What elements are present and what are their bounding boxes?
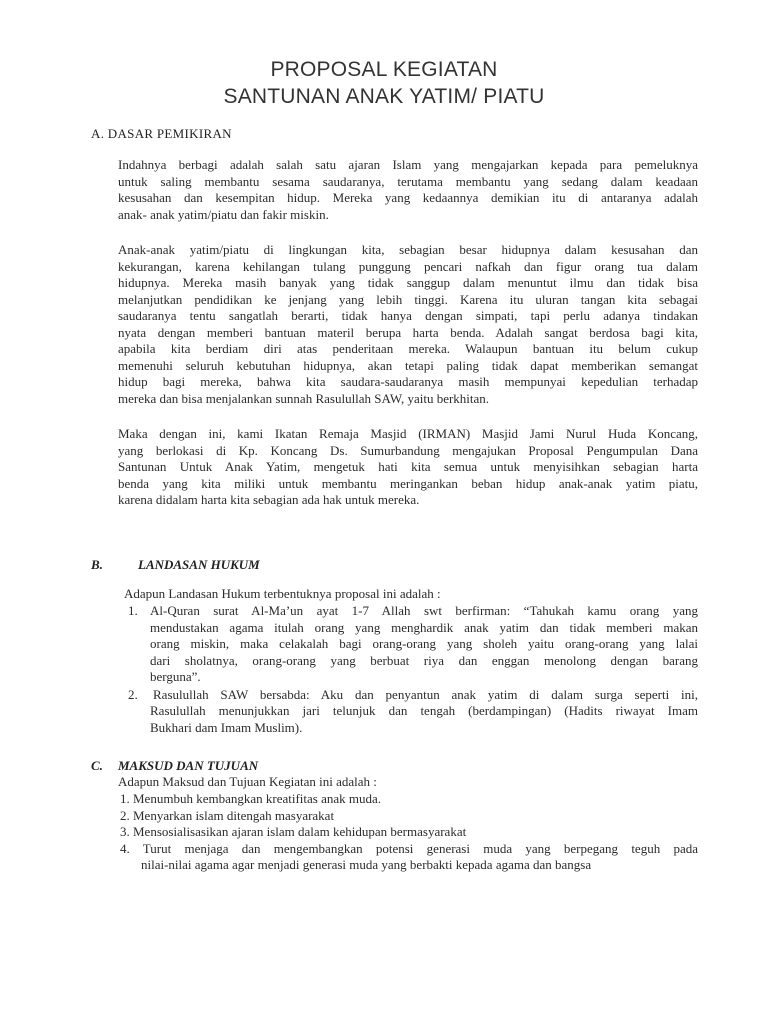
text-line: apabila kita berdiam diri atas penderitaan mereka. Walaupun bantuan itu belum cukup: [118, 341, 698, 356]
section-b-heading: [91, 556, 260, 573]
list-item-number: 2.: [128, 686, 138, 702]
section-b-list: [124, 603, 698, 736]
text-line: memenuhi seluruh kebutuhan hidupnya, akan tetapi paling tidak dapat memberikan semangat: [118, 357, 698, 373]
text-line: karena didalam harta kita sebagian ada hak untuk mereka.: [118, 492, 420, 507]
section-c-title: MAKSUD DAN TUJUAN: [118, 758, 259, 773]
text-line: kekurangan, karena kehilangan tulang punggung pencari nafkah dan figur orang tua dalam: [118, 258, 698, 274]
text-line: mendustakan agama itulah orang yang menghardik anak yatim dan tidak memberi makan: [150, 619, 698, 635]
text-line: nyata dengan memberi bantuan materil berupa harta benda. Adalah sangat berdosa bagi kita,: [118, 324, 698, 340]
list-item-continuation: nilai-nilai agama agar menjadi generasi muda yang berbakti kepada agama dan bangsa: [141, 857, 592, 872]
text-line: Rasulullah SAW bersabda: Aku dan penyantun anak yatim di dalam surga seperti ini,: [153, 686, 698, 702]
text-line: hidupnya. Mereka masih banyak yang tidak sanggup dalam menuntut ilmu dan tidak bisa: [118, 275, 698, 290]
text-line: saudaranya tentu sangatlah berarti, tidak hanya dengan simpati, tapi perlu adanya tindakan: [118, 308, 698, 323]
text-line: orang miskin, maka celakalah bagi orang-orang yang sholeh yaitu orang-orang yang lalai: [150, 636, 698, 651]
text-line: hidup bagi mereka, bahwa kita saudara-saudaranya masih mempunyai kepedulian terhadap: [118, 374, 698, 389]
section-b-intro: Adapun Landasan Hukum terbentuknya proposal ini adalah :: [124, 586, 441, 601]
text-line: Bukhari dam Imam Muslim).: [150, 719, 303, 735]
text-line: Rasulullah menunjukkan jari telunjuk dan tengah (berdampingan) (Hadits riwayat Imam: [150, 703, 698, 718]
list-item-number: 1.: [128, 603, 138, 618]
list-item: 2. Menyarkan islam ditengah masyarakat: [120, 807, 335, 823]
list-item: [124, 603, 698, 686]
section-b-title: LANDASAN HUKUM: [138, 557, 260, 572]
list-item: [124, 687, 698, 737]
list-item: 1. Menumbuh kembangkan kreatifitas anak muda.: [120, 791, 382, 806]
document-title-line2: SANTUNAN ANAK YATIM/ PIATU: [223, 85, 545, 108]
text-line: untuk saling membantu sesama saudaranya, terutama membantu yang sedang dalam keadaan: [118, 173, 698, 189]
text-line: Anak-anak yatim/piatu di lingkungan kita, sebagian besar hidupnya dalam kesusahan dan: [118, 242, 698, 257]
section-a-heading: A. DASAR PEMIKIRAN: [91, 126, 232, 141]
list-item: 3. Mensosialisasikan ajaran islam dalam kehidupan bermasyarakat: [120, 824, 467, 839]
document-title-line1: PROPOSAL KEGIATAN: [270, 58, 498, 81]
text-line: benda yang kita miliki untuk membantu meringankan beban hidup anak-anak yatim piatu,: [118, 475, 698, 491]
text-line: kesusahan dan kesempitan hidup. Mereka yang kedaannya demikian itu di antaranya adalah: [118, 190, 698, 205]
text-line: berguna”.: [150, 669, 201, 684]
text-line: dari sholatnya, orang-orang yang berbuat riya dan enggan menolong dengan barang: [150, 652, 698, 668]
section-c-heading: [91, 757, 258, 774]
list-item: 4. Turut menjaga dan mengembangkan potensi generasi muda yang berpegang teguh pada: [120, 840, 698, 856]
section-c-intro: Adapun Maksud dan Tujuan Kegiatan ini adalah :: [118, 774, 377, 789]
text-line: Al-Quran surat Al-Ma’un ayat 1-7 Allah swt berfirman: “Tahukah kamu orang yang: [150, 603, 698, 618]
section-c-letter: C.: [91, 758, 103, 773]
section-b-letter: B.: [91, 557, 103, 572]
text-line: yang berlokasi di Kp. Koncang Ds. Sumurbandung mengajukan Proposal Pengumpulan Dana: [118, 442, 698, 458]
text-line: Santunan Untuk Anak Yatim, mengetuk hati kita semua untuk menyisihkan sebagian harta: [118, 459, 698, 474]
section-a-paragraph-1: [118, 157, 698, 223]
text-line: anak- anak yatim/piatu dan fakir miskin.: [118, 206, 329, 222]
text-line: Indahnya berbagi adalah salah satu ajaran Islam yang mengajarkan kepada para pemeluknya: [118, 157, 698, 172]
text-line: melanjutkan pendidikan ke jenjang yang lebih tinggi. Karena itu uluran tangan kita sebagai: [118, 291, 698, 307]
section-a-paragraph-3: [118, 426, 698, 509]
section-a-paragraph-2: [118, 242, 698, 407]
section-c-list: [120, 791, 698, 874]
text-line: Maka dengan ini, kami Ikatan Remaja Masjid (IRMAN) Masjid Jami Nurul Huda Koncang,: [118, 426, 698, 441]
text-line: mereka dan bisa menjalankan sunnah Rasulullah SAW, yaitu berkhitan.: [118, 390, 490, 406]
